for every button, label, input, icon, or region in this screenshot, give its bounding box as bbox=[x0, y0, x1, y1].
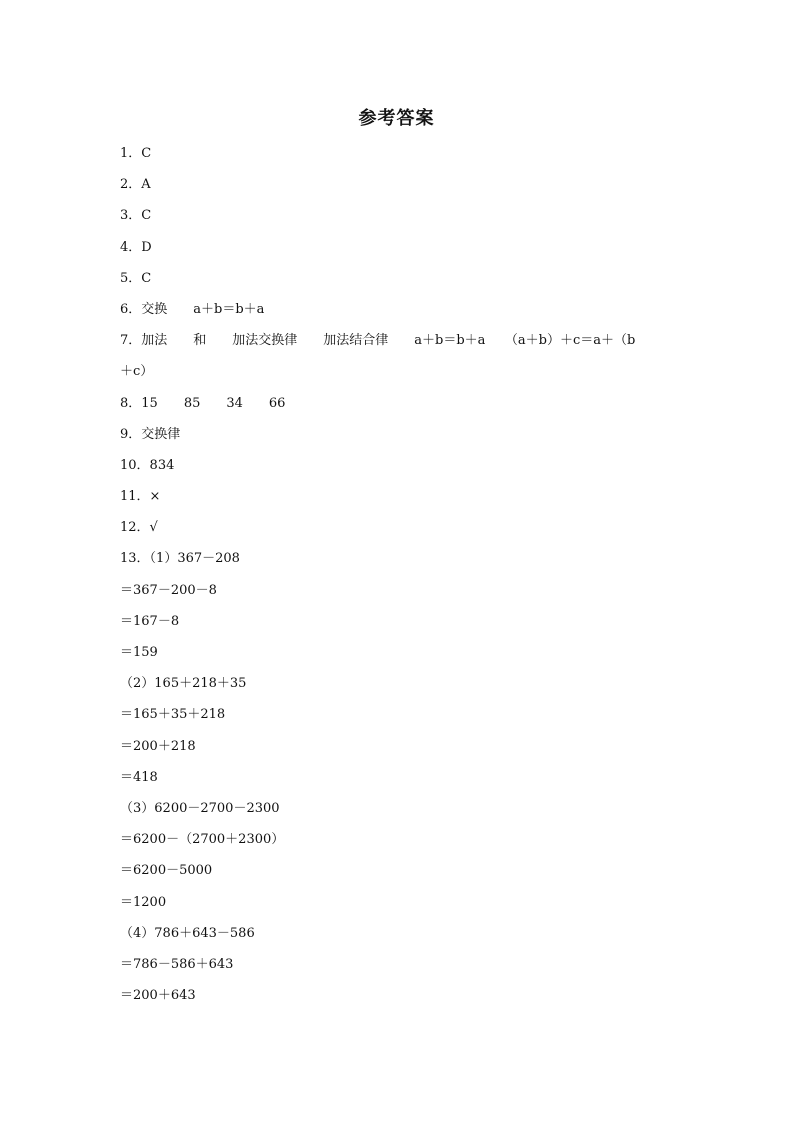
calculation-step: ＝1200 bbox=[120, 894, 167, 910]
calculation-step: ＝418 bbox=[120, 769, 158, 785]
answer-list bbox=[120, 143, 680, 1016]
calculation-step: ＝167－8 bbox=[120, 613, 180, 629]
answer-line-13-part-1: 13．（1）367－208 bbox=[120, 551, 240, 567]
answer-line-12: 12．√ bbox=[120, 520, 158, 536]
answer-line-7: 7．加法 和 加法交换律 加法结合律 a＋b＝b＋a （a＋b）＋c＝a＋（b bbox=[120, 333, 636, 349]
answer-line-13-part-2: （2）165＋218＋35 bbox=[120, 676, 247, 692]
calculation-step: ＝6200－（2700＋2300） bbox=[120, 832, 285, 848]
answer-line-3: 3．C bbox=[120, 208, 152, 224]
answer-line-4: 4．D bbox=[120, 239, 152, 255]
answer-line-9: 9．交换律 bbox=[120, 426, 181, 442]
answer-line-13-part-3: （3）6200－2700－2300 bbox=[120, 800, 280, 816]
answer-line-8: 8．15 85 34 66 bbox=[120, 395, 286, 411]
answer-line-7-continued: ＋c） bbox=[120, 364, 154, 380]
answer-line-11: 11．× bbox=[120, 489, 161, 505]
calculation-step: ＝786－586＋643 bbox=[120, 956, 234, 972]
answer-line-10: 10．834 bbox=[120, 457, 175, 473]
answer-line-6: 6．交换 a＋b＝b＋a bbox=[120, 301, 265, 317]
calculation-step: ＝367－200－8 bbox=[120, 582, 217, 598]
calculation-step: ＝159 bbox=[120, 645, 158, 660]
calculation-step: ＝200＋643 bbox=[120, 988, 196, 1004]
answer-line-13-part-4: （4）786＋643－586 bbox=[120, 925, 255, 941]
calculation-step: ＝6200－5000 bbox=[120, 863, 213, 879]
answer-line-1: 1．C bbox=[120, 146, 152, 161]
page-title: 参考答案 bbox=[358, 108, 435, 129]
calculation-step: ＝165＋35＋218 bbox=[120, 707, 226, 723]
answer-line-5: 5．C bbox=[120, 270, 152, 286]
calculation-step: ＝200＋218 bbox=[120, 738, 196, 754]
answer-line-2: 2．A bbox=[120, 177, 151, 193]
